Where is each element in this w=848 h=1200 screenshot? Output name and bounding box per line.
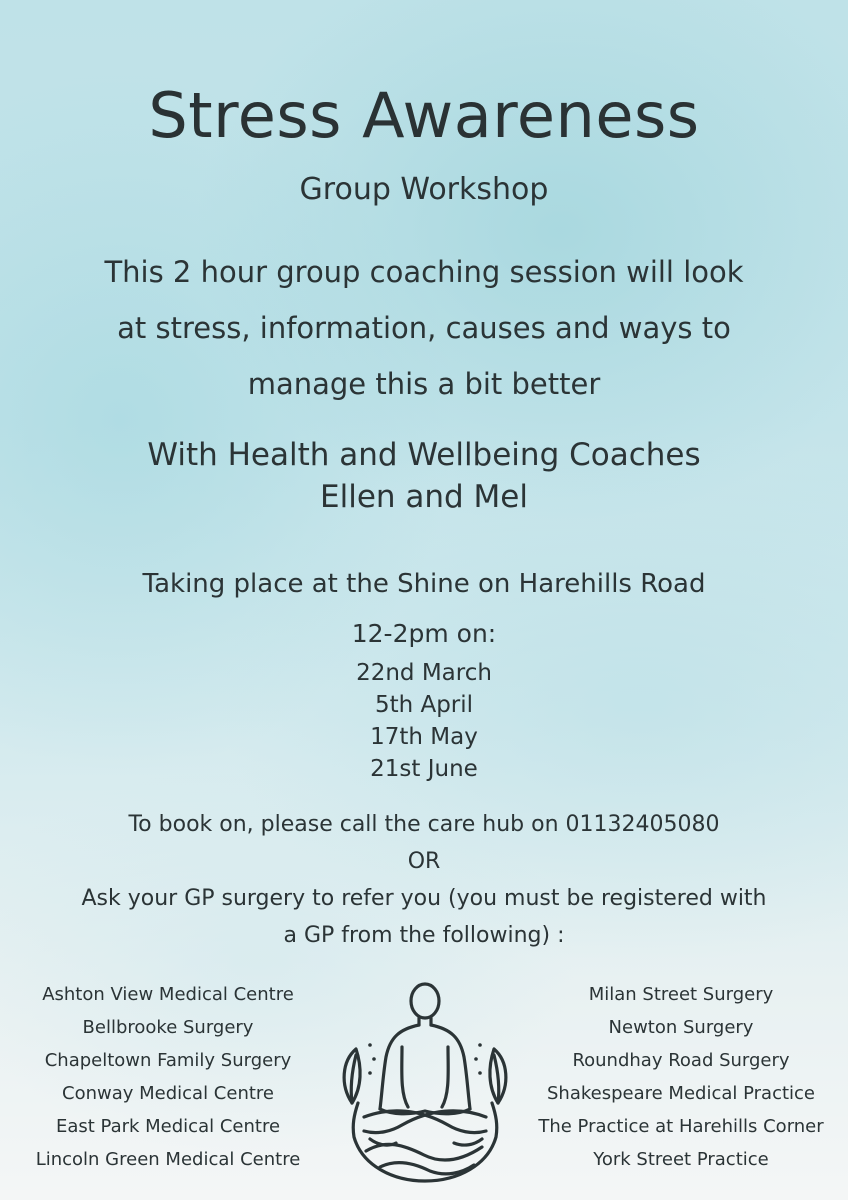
description-line: This 2 hour group coaching session will look [104,255,744,289]
coaches-line: With Health and Wellbeing Coaches [147,437,701,473]
session-dates [0,657,848,785]
booking-or: OR [407,849,441,874]
date-item: 22nd March [356,660,492,686]
surgery-item: Shakespeare Medical Practice [546,1083,815,1104]
booking-gp-line: a GP from the following) : [283,923,565,948]
surgery-item: Newton Surgery [608,1017,754,1038]
surgery-list-right [520,978,842,1176]
date-item: 21st June [370,756,478,782]
date-item: 17th May [370,724,478,750]
surgery-list-left [8,978,328,1176]
surgery-item: York Street Practice [593,1149,769,1170]
poster-title: Stress Awareness [148,79,700,152]
surgery-item: East Park Medical Centre [55,1116,281,1137]
booking-phone-line: To book on, please call the care hub on 01132405080 [128,812,720,837]
date-item: 5th April [374,692,474,718]
surgery-item: Lincoln Green Medical Centre [35,1149,301,1170]
booking-gp-line: Ask your GP surgery to refer you (you must be registered with [81,886,767,911]
description-line: manage this a bit better [247,367,601,401]
surgery-item: Milan Street Surgery [588,984,774,1005]
surgery-item: Roundhay Road Surgery [572,1050,790,1071]
surgery-item: The Practice at Harehills Corner [538,1116,824,1137]
session-time: 12-2pm on: [351,619,497,648]
surgery-item: Chapeltown Family Surgery [44,1050,292,1071]
venue-text: Taking place at the Shine on Harehills Road [142,569,706,599]
surgery-item: Ashton View Medical Centre [42,984,294,1005]
coaches-names: Ellen and Mel [320,479,528,515]
surgery-item: Bellbrooke Surgery [82,1017,254,1038]
coaches-info [0,434,848,518]
description-line: at stress, information, causes and ways to [117,311,731,345]
meditation-figure-icon [330,975,520,1185]
poster-subtitle: Group Workshop [299,172,549,207]
booking-info [0,806,848,954]
session-description [0,244,848,412]
surgery-item: Conway Medical Centre [62,1083,274,1104]
